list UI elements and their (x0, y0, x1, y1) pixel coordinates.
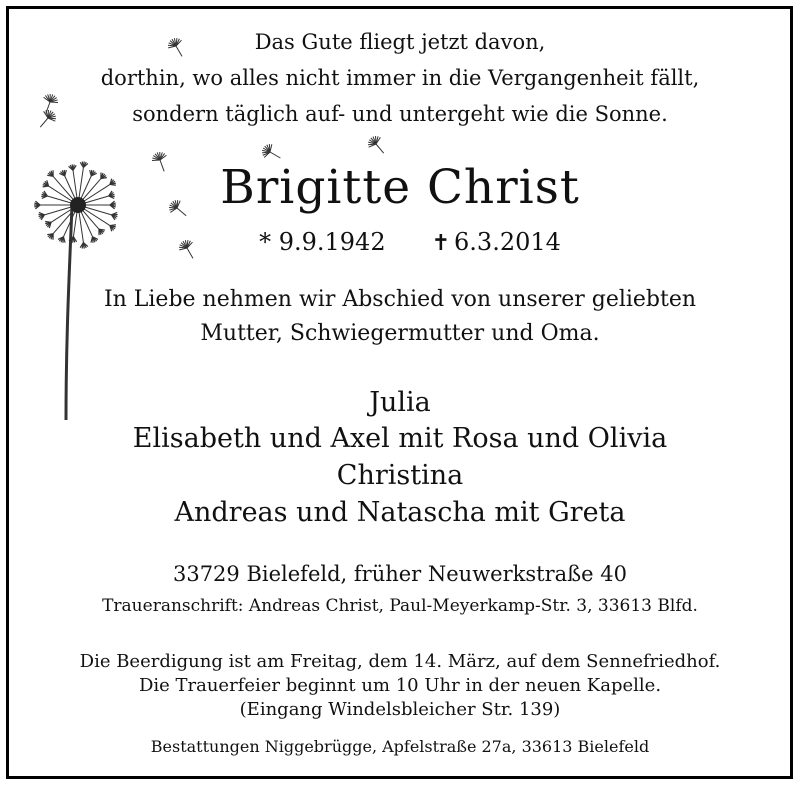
mourning-address: Traueranschrift: Andreas Christ, Paul-Meyerkamp-Str. 3, 33613 Blfd. (102, 596, 698, 616)
deceased-name: Brigitte Christ (220, 160, 580, 215)
undertaker-info: Bestattungen Niggebrügge, Apfelstraße 27a, 33613 Bielefeld (150, 737, 650, 756)
address: 33729 Bielefeld, früher Neuwerkstraße 40 (172, 562, 628, 586)
funeral-info-line: (Eingang Windelsbleicher Str. 139) (239, 699, 561, 720)
poem-line: dorthin, wo alles nicht immer in die Vergangenheit fällt, (100, 66, 700, 90)
flying-seed (365, 133, 390, 158)
birth-date: * 9.9.1942 (259, 228, 386, 256)
funeral-info-line: Die Beerdigung ist am Freitag, dem 14. März, auf dem Sennefriedhof. (79, 651, 721, 672)
mourner-line: Elisabeth und Axel mit Rosa und Olivia (132, 423, 668, 454)
mourner-line: Julia (369, 387, 431, 418)
mourner-line: Andreas und Natascha mit Greta (174, 497, 626, 528)
poem-line: Das Gute fliegt jetzt davon, (254, 30, 546, 54)
funeral-info-line: Die Trauerfeier beginnt um 10 Uhr in der neuen Kapelle. (138, 675, 662, 696)
farewell-line: In Liebe nehmen wir Abschied von unserer geliebten (103, 287, 697, 312)
mourner-line: Christina (336, 460, 464, 491)
poem-line: sondern täglich auf- und untergeht wie die Sonne. (132, 102, 668, 126)
death-date: 6.3.2014 (454, 228, 561, 256)
life-dates (10, 228, 800, 256)
farewell-line: Mutter, Schwiegermutter und Oma. (200, 321, 600, 346)
cross-icon: ✝ (431, 231, 451, 256)
